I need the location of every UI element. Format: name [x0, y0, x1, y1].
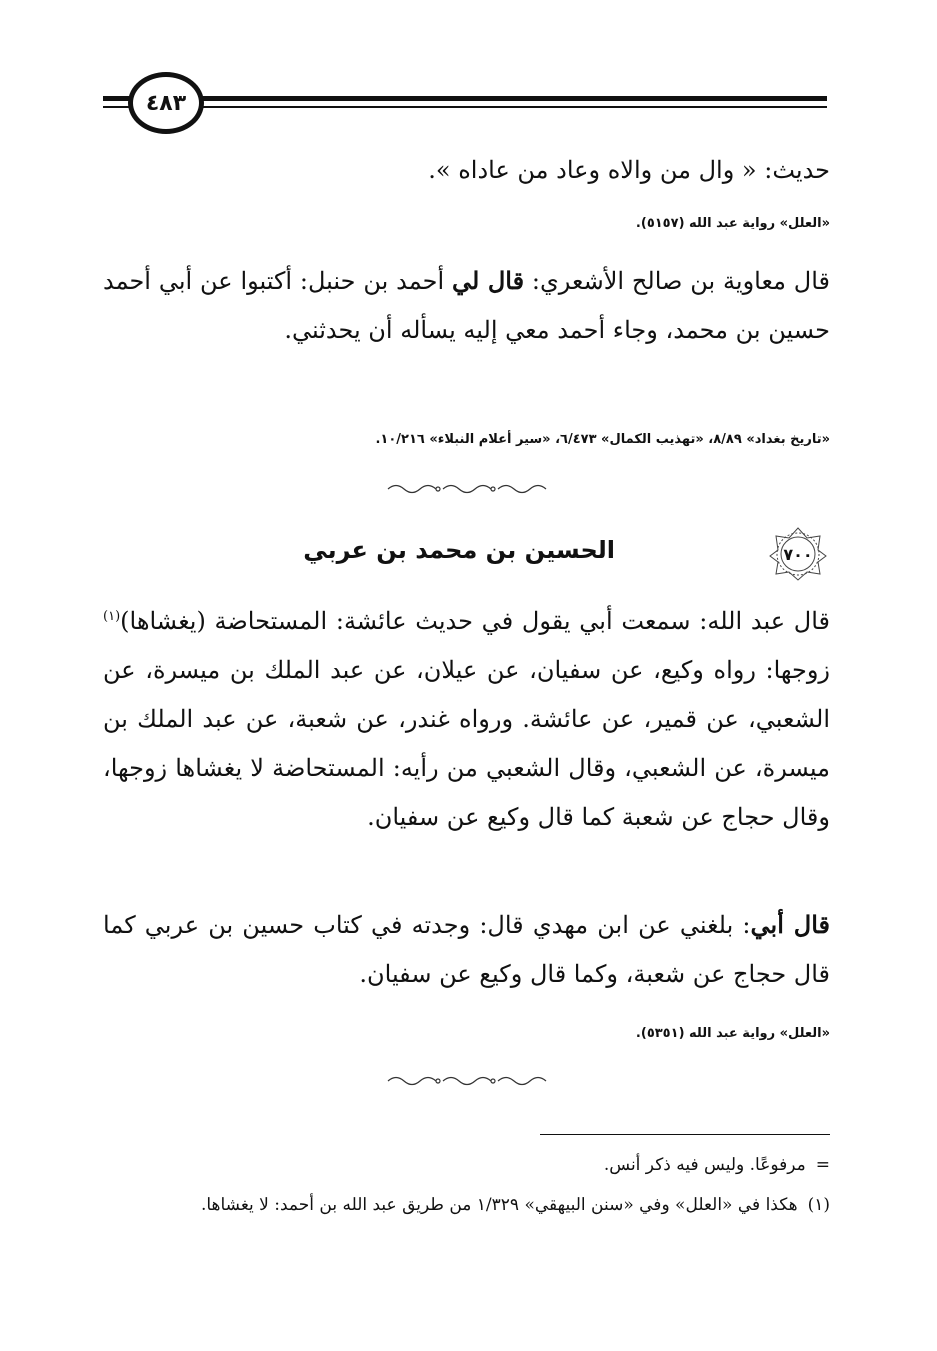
- page-number: ٤٨٣: [128, 72, 204, 134]
- footnote-mark: =: [815, 1155, 830, 1175]
- narration-bold-phrase: قال أبي: [750, 910, 830, 939]
- header-rule: [103, 96, 827, 101]
- hadith-line: حديث: « وال من والاه وعاد من عاداه ».: [428, 156, 830, 184]
- source-citation: «العلل» رواية عبد الله (٥١٥٧).: [635, 216, 830, 231]
- narration-paragraph: [103, 900, 830, 999]
- ornament-divider: [380, 1074, 555, 1088]
- source-citation: «تاريخ بغداد» ٨/٨٩، «تهذيب الكمال» ٦/٤٧٣، «سير أعلام النبلاء» ١٠/٢١٦.: [375, 432, 830, 447]
- entry-title: الحسين بن محمد بن عربي: [303, 536, 615, 564]
- narration-bold-phrase: قال لي: [451, 266, 525, 295]
- footnote-item: [103, 1188, 830, 1222]
- footnote-rule: [540, 1134, 830, 1135]
- source-citation: «العلل» رواية عبد الله (٥٣٥١).: [635, 1026, 830, 1041]
- entry-heading: [103, 524, 830, 584]
- narration-text: زوجها: رواه وكيع، عن سفيان، عن عيلان، عن عبد الملك بن ميسرة، عن الشعبي، عن قمير، عن عائشة. ورواه غندر، عن شعبة، عن عبد الملك بن ميسرة، عن الشعبي، وقال الشعبي من رأيه: المستحاضة لا يغشاها زوجها، وقال حجاج عن شعبة كما قال وكيع عن سفيان.: [103, 656, 830, 831]
- header-rule-thin: [103, 106, 827, 108]
- narration-lead: قال معاوية بن صالح الأشعري:: [524, 267, 830, 295]
- narration-text: قال عبد الله: سمعت أبي يقول في حديث عائشة: المستحاضة (يغشاها): [120, 607, 830, 635]
- narration-rest: أحمد بن حنبل: أكتبوا عن أبي أحمد حسين بن محمد، وجاء أحمد معي إليه يسأله أن يحدثني.: [103, 267, 830, 344]
- footnote-mark: (١): [807, 1195, 830, 1215]
- footnote-reference: (١): [103, 609, 121, 624]
- narration-rest: : بلغني عن ابن مهدي قال: وجدته في كتاب حسين بن عربي كما قال حجاج عن شعبة، وكما قال وكيع عن سفيان.: [103, 911, 830, 988]
- narration-paragraph: [103, 256, 830, 355]
- footnote-text: هكذا في «العلل» وفي «سنن البيهقي» ١/٣٢٩ من طريق عبد الله بن أحمد: لا يغشاها.: [200, 1195, 798, 1215]
- ornament-divider: [380, 482, 555, 496]
- footnote-text: مرفوعًا. وليس فيه ذكر أنس.: [603, 1155, 806, 1175]
- footnote-item: [103, 1148, 830, 1182]
- narration-paragraph: [103, 592, 830, 842]
- entry-number: ٧٠٠: [783, 544, 813, 564]
